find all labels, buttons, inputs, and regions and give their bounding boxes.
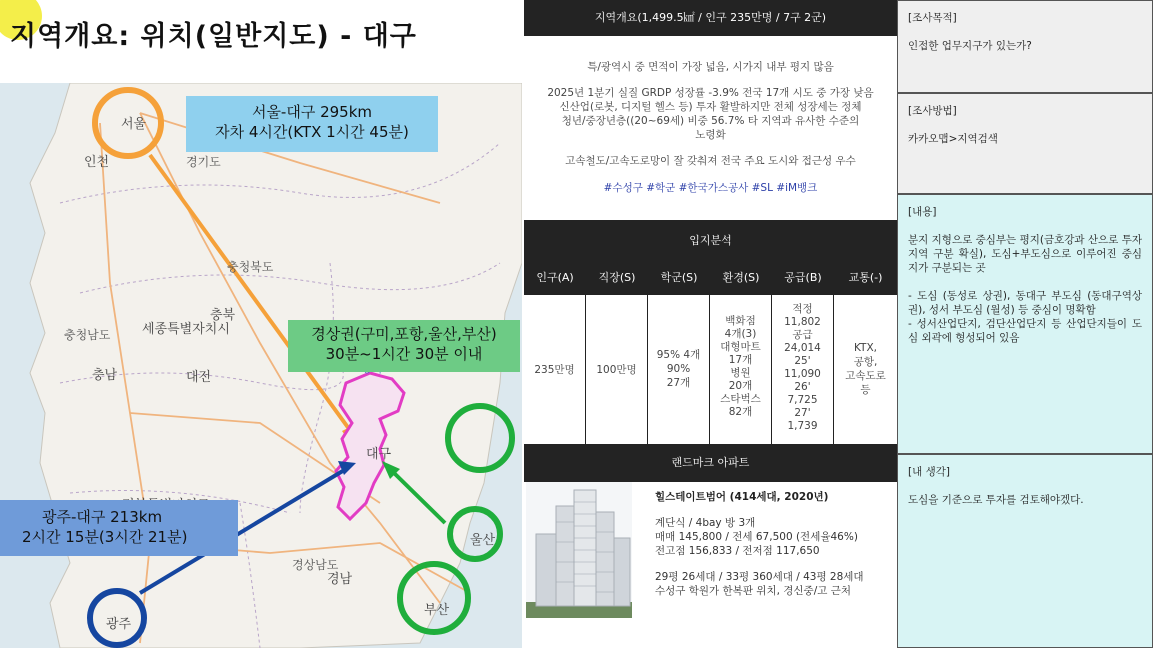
label-busan: 부산 <box>424 603 450 618</box>
landmark-line: 29평 26세대 / 33평 360세대 / 43평 28세대 <box>655 571 864 583</box>
thoughts-text: 도심을 기준으로 투자를 검토해야겠다. <box>908 494 1084 506</box>
purpose-text: 인접한 업무지구가 있는가? <box>908 40 1032 52</box>
col-header: 교통(-) <box>848 271 883 284</box>
value-supply <box>772 295 834 445</box>
gyeongsang-cities-text: 경상권(구미,포항,울산,부산) <box>311 325 497 343</box>
landmark-line: 계단식 / 4bay 방 3개 <box>655 517 756 529</box>
landmark-line: 전고점 156,833 / 전저점 117,650 <box>655 545 820 557</box>
notes-panel <box>897 0 1154 648</box>
gwangju-time-text: 2시간 15분(3시간 21분) <box>22 528 188 546</box>
cell-line: 적정 <box>792 303 813 315</box>
overview-line: 노령화 <box>695 129 726 141</box>
label-ulsan: 울산 <box>470 533 496 548</box>
seoul-time-text: 자차 4시간(KTX 1시간 45분) <box>215 123 409 141</box>
label-gyeonggido: 경기도 <box>186 155 221 169</box>
overview-body <box>524 36 897 220</box>
label-chungbuk-full: 충청북도 <box>227 260 274 274</box>
location-table-body <box>524 294 897 444</box>
cell-line: 20개 <box>728 380 753 392</box>
overview-line: 청년/중장년층((20~69세) 비중 56.7% 타 지역과 유사한 수준의 <box>561 115 860 127</box>
cell-line: 27' <box>794 407 811 419</box>
cell-line: 17개 <box>728 354 753 366</box>
cell-line: 11,090 <box>784 368 821 380</box>
label-incheon: 인천 <box>84 155 110 170</box>
landmark-body <box>524 482 897 648</box>
apartment-image <box>526 482 632 618</box>
cell-line: 11,802 <box>784 316 821 328</box>
landmark-line: 수성구 학원가 한복판 위치, 경신중/고 근처 <box>655 585 851 597</box>
label-chungnam-full: 충청남도 <box>64 328 111 342</box>
value-jobs <box>586 295 648 445</box>
value-environment <box>710 295 772 445</box>
label-daegu: 대구 <box>366 447 392 462</box>
location-analysis-table <box>524 220 897 444</box>
label-chungbuk: 충북 <box>210 308 236 323</box>
location-title: 입지분석 <box>689 234 732 247</box>
col-header: 직장(S) <box>598 271 636 284</box>
method-text: 카카오맵>지역검색 <box>908 133 998 145</box>
gyeongsang-distance-box <box>288 320 520 372</box>
overview-line: 고속철도/고속도로망이 잘 갖춰져 전국 주요 도시와 접근성 우수 <box>565 155 856 167</box>
cell-line: 스타벅스 <box>720 393 761 405</box>
landmark-header: 랜드마크 아파트 <box>524 444 897 482</box>
gwangju-distance-box <box>0 500 238 556</box>
col-header: 환경(S) <box>722 271 760 284</box>
cell-line: 1,739 <box>787 420 818 432</box>
cell-line: 7,725 <box>787 394 818 406</box>
seoul-distance-box <box>186 96 438 152</box>
cell-line: 백화점 <box>725 315 756 327</box>
overview-line: 특/광역시 중 면적이 가장 넓음, 시가지 내부 평지 많음 <box>587 61 834 73</box>
overview-header: 지역개요(1,499.5㎢ / 인구 235만명 / 7구 2군) <box>524 0 897 36</box>
cell-line: 82개 <box>728 406 753 418</box>
cell-line: 고속도로 <box>845 370 886 382</box>
seoul-distance-text: 서울-대구 295km <box>251 103 373 121</box>
thoughts-box <box>897 454 1153 648</box>
cell-line: 등 <box>860 384 871 396</box>
content-box <box>897 194 1153 454</box>
label-seoul: 서울 <box>121 117 147 132</box>
col-header: 공급(B) <box>784 271 822 284</box>
cell-line: 25' <box>794 355 811 367</box>
value-school <box>648 295 710 445</box>
cell-line: 24,014 <box>784 342 821 354</box>
cell-line: 95% 4개 <box>656 349 701 361</box>
value-transport <box>834 295 897 445</box>
content-paragraph: 분지 지형으로 중심부는 평지(금호강과 산으로 투자지역 구분 확실), 도심+부도심으로 이루어진 중심지가 구분되는 곳 <box>908 234 1142 274</box>
cell-line: KTX, <box>853 342 877 354</box>
col-header: 인구(A) <box>536 271 574 284</box>
value-population <box>524 295 586 445</box>
label-gyeongnam: 경남 <box>327 572 353 587</box>
location-table-header <box>524 220 897 294</box>
content-label: [내용] <box>908 206 937 218</box>
label-daejeon: 대전 <box>186 370 212 385</box>
cell-line: 병원 <box>730 367 751 379</box>
overview-hashtags: #수성구 #학군 #한국가스공사 #SL #iM뱅크 <box>603 182 818 194</box>
landmark-line: 매매 145,800 / 전세 67,500 (전세율46%) <box>655 531 858 543</box>
cell-line: 4개(3) <box>724 328 757 340</box>
analysis-panel <box>524 0 897 648</box>
cell-line: 235만명 <box>534 364 575 376</box>
label-gyeongnam-full: 경상남도 <box>292 558 339 572</box>
cell-line: 26' <box>794 381 811 393</box>
content-paragraph: - 도심 (동성로 상권), 동대구 부도심 (동대구역상권), 성서 부도심 (월성) 등 중심이 명확함 <box>908 290 1142 316</box>
map-panel <box>0 0 522 648</box>
purpose-label: [조사목적] <box>908 12 957 24</box>
method-label: [조사방법] <box>908 105 957 117</box>
slide-title: 지역개요: 위치(일반지도) - 대구 <box>10 21 417 52</box>
cell-line: 90% <box>666 363 691 375</box>
cell-line: 공항, <box>853 356 878 368</box>
label-sejong: 세종특별자치시 <box>142 322 230 337</box>
cell-line: 대형마트 <box>720 341 761 353</box>
gwangju-distance-text: 광주-대구 213km <box>42 508 163 526</box>
method-box <box>897 93 1153 194</box>
landmark-name: 힐스테이트범어 (414세대, 2020년) <box>655 491 829 503</box>
purpose-box <box>897 0 1153 93</box>
label-chungnam: 충남 <box>92 368 118 383</box>
col-header: 학군(S) <box>660 271 698 284</box>
cell-line: 27개 <box>666 377 691 389</box>
thoughts-label: [내 생각] <box>908 466 950 478</box>
overview-line: 신산업(로봇, 디지털 헬스 등) 투자 활발하지만 전체 성장세는 정체 <box>559 101 862 113</box>
gyeongsang-time-text: 30분~1시간 30분 이내 <box>325 345 483 363</box>
overview-line: 2025년 1분기 실질 GRDP 성장률 -3.9% 전국 17개 시도 중 가장 낮음 <box>547 87 874 99</box>
cell-line: 공급 <box>792 329 813 341</box>
label-gwangju: 광주 <box>106 617 132 632</box>
cell-line: 100만명 <box>596 364 637 376</box>
content-paragraph: - 성서산업단지, 검단산업단지 등 산업단지들이 도심 외곽에 형성되어 있음 <box>908 318 1142 344</box>
